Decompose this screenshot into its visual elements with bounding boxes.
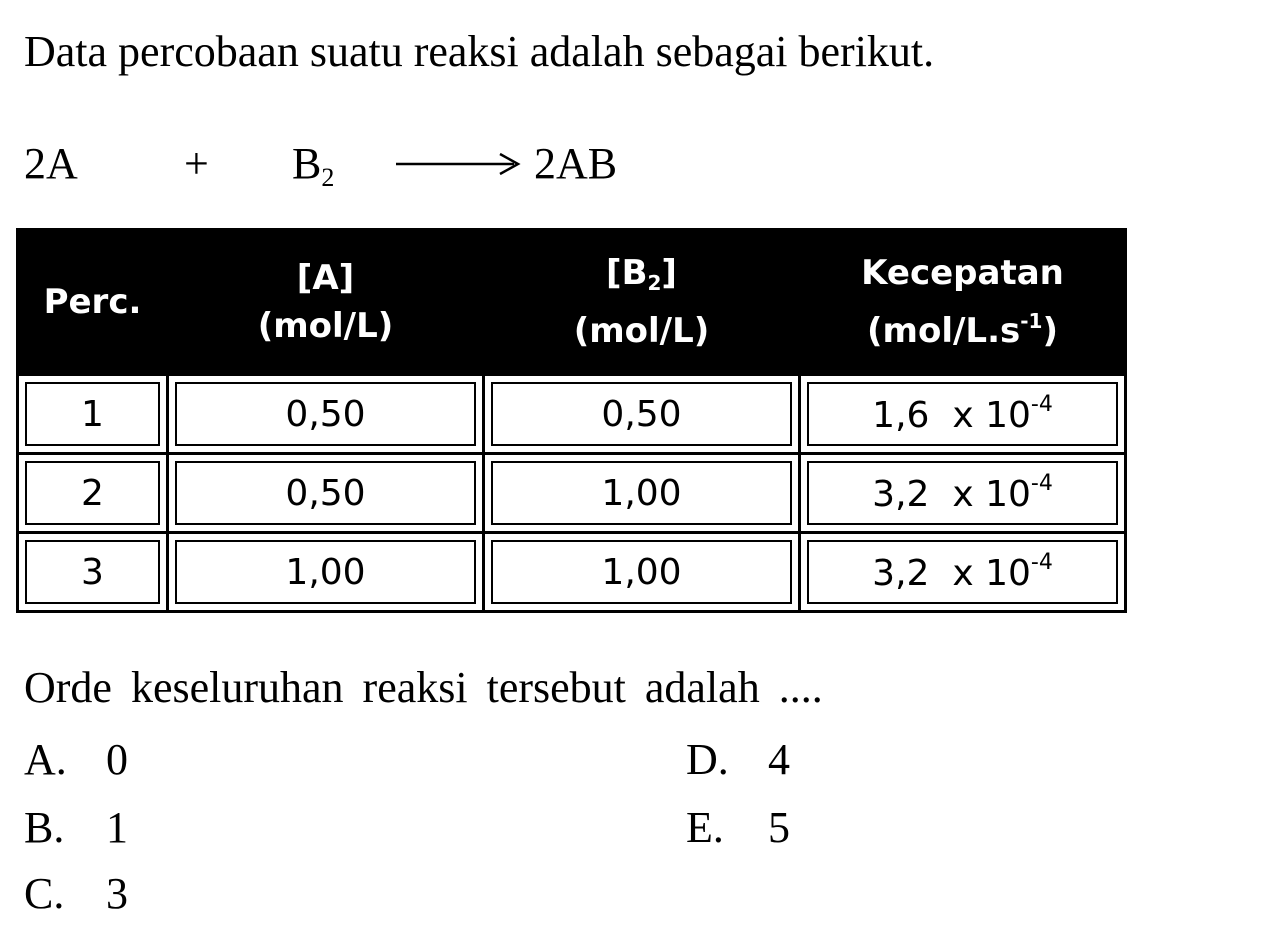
reaction-arrow-icon <box>396 146 522 182</box>
table-row <box>18 454 1126 533</box>
header-b2: $[B_2]$ (mol/L) <box>484 230 800 375</box>
option-a[interactable] <box>24 732 128 788</box>
cell-a: 0,50 <box>168 454 484 533</box>
option-b[interactable] <box>24 800 128 856</box>
option-label: B. <box>24 803 65 852</box>
option-value: 3 <box>106 869 128 918</box>
option-value: 1 <box>106 803 128 852</box>
option-value: 0 <box>106 735 128 784</box>
cell-rate: 1,6 x $10^{-4}$ <box>800 375 1126 454</box>
option-label: D. <box>686 735 729 784</box>
option-d[interactable] <box>686 732 790 788</box>
question-text: Orde keseluruhan reaksi tersebut adalah .... <box>24 663 823 712</box>
header-rate: Kecepatan $(mol/L.s^{-1})$ <box>800 230 1126 375</box>
cell-perc: 3 <box>18 533 168 612</box>
option-label: C. <box>24 869 65 918</box>
plus-sign: + <box>184 139 209 188</box>
header-perc: Perc. <box>18 230 168 375</box>
experiment-table <box>16 228 1127 613</box>
option-value: 4 <box>768 735 790 784</box>
header-a: [A] (mol/L) <box>168 230 484 375</box>
cell-a: 0,50 <box>168 375 484 454</box>
intro-text: Data percobaan suatu reaksi adalah sebagai berikut. <box>24 27 935 76</box>
cell-b2: 1,00 <box>484 454 800 533</box>
table-row <box>18 375 1126 454</box>
cell-perc: 2 <box>18 454 168 533</box>
option-value: 5 <box>768 803 790 852</box>
option-label: E. <box>686 803 724 852</box>
reactant-b2: $B_2$ <box>292 139 335 192</box>
cell-rate: 3,2 x $10^{-4}$ <box>800 533 1126 612</box>
cell-a: 1,00 <box>168 533 484 612</box>
cell-rate: 3,2 x $10^{-4}$ <box>800 454 1126 533</box>
table-row <box>18 533 1126 612</box>
option-c[interactable] <box>24 866 128 922</box>
cell-b2: 1,00 <box>484 533 800 612</box>
table-header-row <box>18 230 1126 375</box>
cell-perc: 1 <box>18 375 168 454</box>
cell-b2: 0,50 <box>484 375 800 454</box>
reactant-a: 2A <box>24 139 78 188</box>
option-label: A. <box>24 735 67 784</box>
product-ab: 2AB <box>534 139 618 188</box>
option-e[interactable] <box>686 800 790 856</box>
